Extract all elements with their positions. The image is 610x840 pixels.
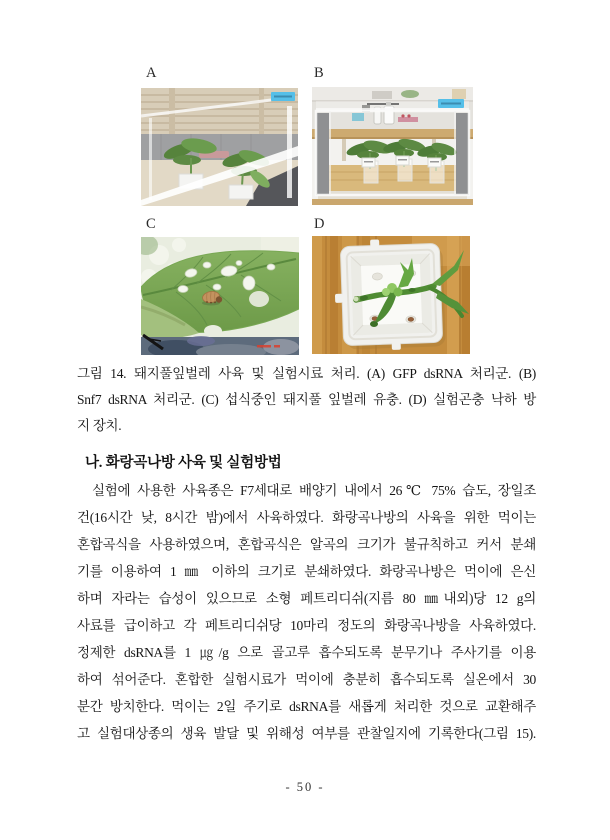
photo-d-illustration (312, 236, 470, 354)
body-line: 실험에 사용한 사육종은 F7세대로 배양기 내에서 26℃ 75% 습도, 장일조 (92, 483, 536, 498)
caption-line: 지 장치. (77, 418, 122, 433)
body-paragraph (77, 477, 536, 747)
body-line: 하여 섞어준다. 혼합한 실험시료가 먹이에 충분히 흡수되도록 실온에서 30 (77, 672, 536, 687)
body-line: 하며 자라는 습성이 있으므로 소형 페트리디쉬(지름 80 ㎜내외)당 12 g의 (77, 591, 536, 606)
body-line: 건(16시간 낮, 8시간 밤)에서 사육하였다. 화랑곡나방의 사육을 위한 먹이는 (77, 510, 536, 525)
photo-a-illustration (141, 88, 298, 206)
timestamp-mark (257, 345, 280, 348)
figure-panel-label-b: B (314, 65, 324, 81)
figure-panel-label-c: C (146, 216, 156, 232)
body-line: 사료를 급이하고 각 페트리디쉬당 10마리 정도의 화랑곡나방을 사육하였다. (77, 618, 536, 633)
photo-c-illustration (141, 237, 299, 355)
caption-line: 그림 14. 돼지풀잎벌레 사육 및 실험시료 처리. (A) GFP dsRNA 처리군. (B) (77, 366, 536, 381)
body-line: 분간 방치한다. 먹이는 2일 주기로 dsRNA를 새롭게 처리한 것으로 교환해주 (77, 699, 536, 714)
photo-fall-prevention-device (312, 236, 470, 354)
photo-cage-gfp-dsrna (141, 88, 298, 206)
photo-larva-on-leaf (141, 237, 299, 355)
photo-cage-snf7-dsrna (312, 87, 473, 205)
figure-panel-label-d: D (314, 216, 325, 232)
section-heading: 나. 화랑곡나방 사육 및 실험방법 (85, 455, 282, 471)
caption-line: Snf7 dsRNA 처리군. (C) 섭식중인 돼지풀 잎벌레 유충. (D) 실험곤충 낙하 방 (77, 392, 536, 407)
insect-dot (408, 317, 414, 321)
photo-b-illustration (312, 87, 473, 205)
figure-caption (77, 361, 536, 439)
body-line: 혼합곡식을 사용하였으며, 혼합곡식은 알곡의 크기가 불규칙하고 커서 분쇄 (77, 537, 536, 552)
figure-panel-label-a: A (146, 65, 157, 81)
body-line: 정제한 dsRNA를 1 ㎍/g 으로 골고루 흡수되도록 분무기나 주사기를 이용 (77, 645, 536, 660)
body-line: 기를 이용하여 1 ㎜ 이하의 크기로 분쇄하였다. 화랑곡나방은 먹이에 은신 (77, 564, 536, 579)
page-number: - 50 - (285, 780, 325, 794)
body-line: 고 실험대상종의 생육 발달 및 위해성 여부를 관찰일지에 기록한다(그림 15). (77, 726, 536, 741)
